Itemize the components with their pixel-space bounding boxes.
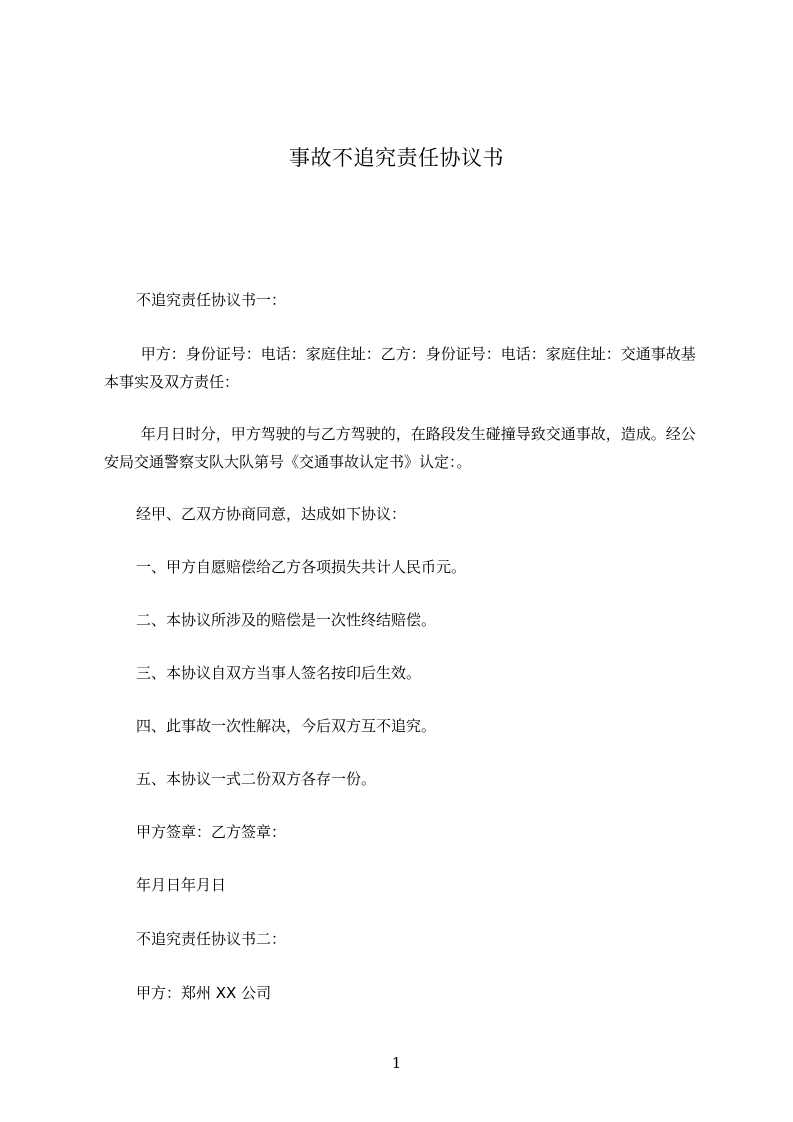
paragraph-text: 甲方：郑州 XX 公司 xyxy=(136,984,272,1002)
paragraph-text: 二、本协议所涉及的赔偿是一次性终结赔偿。 xyxy=(136,611,437,629)
clause-3 xyxy=(104,659,704,687)
paragraph-text: 年月日时分，甲方驾驶的与乙方驾驶的，在路段发生碰撞导致交通事故，造成。经公安局交通警察支队大队第号《交通事故认定书》认定：。 xyxy=(104,425,696,471)
party-a-line xyxy=(104,979,704,1007)
paragraph-facts xyxy=(104,420,704,476)
paragraph-text: 甲方签章：乙方签章： xyxy=(136,823,287,841)
paragraph-text: 三、本协议自双方当事人签名按印后生效。 xyxy=(136,664,422,682)
document-title: 事故不追究责任协议书 xyxy=(289,146,504,170)
paragraph-text: 一、甲方自愿赔偿给乙方各项损失共计人民币元。 xyxy=(136,558,467,576)
paragraph-text: 五、本协议一式二份双方各存一份。 xyxy=(136,770,377,788)
date-line xyxy=(104,871,704,899)
clause-5 xyxy=(104,765,704,793)
paragraph-text: 经甲、乙双方协商同意，达成如下协议： xyxy=(136,505,407,523)
paragraph-text: 不追究责任协议书二： xyxy=(136,930,287,948)
clause-1 xyxy=(104,553,704,581)
paragraph-text: 甲方：身份证号：电话：家庭住址：乙方：身份证号：电话：家庭住址：交通事故基本事实及双方责任： xyxy=(104,345,696,391)
paragraph-parties xyxy=(104,340,704,396)
clause-2 xyxy=(104,606,704,634)
paragraph-text: 年月日年月日 xyxy=(136,876,227,894)
paragraph-text: 不追究责任协议书一： xyxy=(136,291,287,309)
paragraph-heading-2 xyxy=(104,925,704,953)
paragraph-text: 四、此事故一次性解决，今后双方互不追究。 xyxy=(136,717,437,735)
paragraph-heading-1 xyxy=(104,286,704,314)
paragraph-agreement-intro xyxy=(104,500,704,528)
signature-line xyxy=(104,818,704,846)
page-number: 1 xyxy=(391,1054,402,1072)
clause-4 xyxy=(104,712,704,740)
